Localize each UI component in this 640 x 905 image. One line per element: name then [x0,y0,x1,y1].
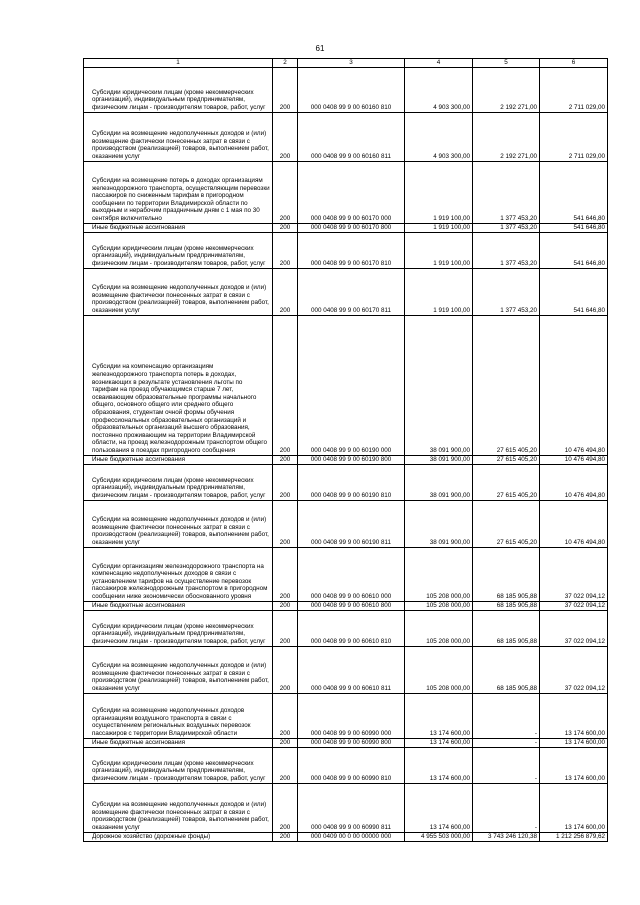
row-amount-executed: 2 192 271,00 [473,112,540,161]
row-code: 000 0408 99 9 00 60990 800 [298,738,405,747]
row-code: 000 0408 99 9 00 60990 810 [298,747,405,783]
row-amount-executed: 27 615 405,20 [473,464,540,500]
row-amount-plan: 38 091 900,00 [405,455,473,464]
row-amount-plan: 38 091 900,00 [405,500,473,547]
row-amount-plan: 38 091 900,00 [405,315,473,455]
row-amount-remainder: 37 022 094,12 [540,610,608,646]
row-vr: 200 [273,610,298,646]
row-amount-remainder: 10 476 494,80 [540,455,608,464]
row-amount-remainder: 37 022 094,12 [540,601,608,610]
row-name: Субсидии юридическим лицам (кроме некоммерческих организаций), индивидуальным предпринимателям, физическим лицам - производителям товаров, работ, услуг [84,232,273,268]
row-vr: 200 [273,500,298,547]
table-row [84,67,608,112]
row-amount-plan: 105 208 000,00 [405,646,473,693]
table-header-row [84,59,608,68]
table-row [84,738,608,747]
row-name: Субсидии на возмещение недополученных доходов и (или) возмещение фактически понесенных затрат в связи с производством (реализацией) товаров, выполнением работ, оказанием услуг [84,500,273,547]
row-amount-executed: 68 185 905,88 [473,610,540,646]
row-amount-plan: 13 174 600,00 [405,747,473,783]
row-code: 000 0409 00 0 00 00000 000 [298,832,405,841]
row-amount-plan: 13 174 600,00 [405,783,473,832]
row-amount-plan: 4 903 300,00 [405,112,473,161]
row-amount-executed: 1 377 453,20 [473,161,540,223]
row-name: Субсидии на возмещение недополученных доходов и (или) возмещение фактически понесенных затрат в связи с производством (реализацией) товаров, выполнением работ, оказанием услуг [84,112,273,161]
row-name: Субсидии на возмещение потерь в доходах организациям железнодорожного транспорта, осуществляющим перевозки пассажиров по сниженным тарифам в пригородном сообщении по территории Владимирской области по выходным и нерабочим праздничным дням с 1 мая по 30 сентября включительно [84,161,273,223]
row-amount-remainder: 13 174 600,00 [540,693,608,738]
row-amount-plan: 1 919 100,00 [405,268,473,315]
row-code: 000 0408 99 9 00 60610 811 [298,646,405,693]
row-name: Субсидии на возмещение недополученных доходов и (или) возмещение фактически понесенных затрат в связи с производством (реализацией) товаров, выполнением работ, оказанием услуг [84,783,273,832]
row-amount-remainder: 2 711 029,00 [540,67,608,112]
table-row [84,464,608,500]
row-amount-plan: 1 919 100,00 [405,161,473,223]
row-amount-remainder: 541 646,80 [540,232,608,268]
row-code: 000 0408 99 9 00 60610 000 [298,547,405,601]
column-header: 6 [540,59,608,68]
row-amount-remainder: 13 174 600,00 [540,747,608,783]
table-row [84,832,608,841]
row-vr: 200 [273,601,298,610]
table-row [84,610,608,646]
column-header: 4 [405,59,473,68]
row-amount-remainder: 2 711 029,00 [540,112,608,161]
table-row [84,547,608,601]
row-name: Субсидии на возмещение недополученных доходов и (или) возмещение фактически понесенных затрат в связи с производством (реализацией) товаров, выполнением работ, оказанием услуг [84,268,273,315]
table-row [84,693,608,738]
table-row [84,601,608,610]
table-row [84,500,608,547]
row-amount-remainder: 541 646,80 [540,268,608,315]
row-amount-executed: 27 615 405,20 [473,315,540,455]
row-code: 000 0408 99 9 00 60190 810 [298,464,405,500]
row-amount-executed: 3 743 246 120,38 [473,832,540,841]
row-name: Субсидии на возмещение недополученных доходов организациям воздушного транспорта в связи с осуществлением региональных воздушных перевозок пассажиров с территории Владимирской области [84,693,273,738]
row-code: 000 0408 99 9 00 60160 811 [298,112,405,161]
table-row [84,747,608,783]
table-row [84,161,608,223]
row-vr: 200 [273,832,298,841]
row-amount-remainder: 13 174 600,00 [540,738,608,747]
row-amount-plan: 105 208 000,00 [405,547,473,601]
row-code: 000 0408 99 9 00 60170 810 [298,232,405,268]
table-row [84,783,608,832]
row-vr: 200 [273,464,298,500]
row-amount-remainder: 10 476 494,80 [540,500,608,547]
row-amount-executed: 27 615 405,20 [473,455,540,464]
row-amount-plan: 4 903 300,00 [405,67,473,112]
row-code: 000 0408 99 9 00 60190 800 [298,455,405,464]
row-amount-executed: - [473,693,540,738]
row-amount-remainder: 1 212 256 879,62 [540,832,608,841]
row-amount-remainder: 541 646,80 [540,223,608,232]
row-amount-remainder: 13 174 600,00 [540,783,608,832]
column-header: 1 [84,59,273,68]
row-amount-plan: 1 919 100,00 [405,232,473,268]
row-name: Иные бюджетные ассигнования [84,455,273,464]
row-name: Субсидии юридическим лицам (кроме некоммерческих организаций), индивидуальным предпринимателям, физическим лицам - производителям товаров, работ, услуг [84,464,273,500]
row-amount-executed: 68 185 905,88 [473,547,540,601]
row-amount-executed: 68 185 905,88 [473,601,540,610]
column-header: 5 [473,59,540,68]
row-amount-remainder: 37 022 094,12 [540,646,608,693]
page-number: 61 [315,44,325,53]
row-code: 000 0408 99 9 00 60610 800 [298,601,405,610]
row-code: 000 0408 99 9 00 60170 800 [298,223,405,232]
row-name: Субсидии организациям железнодорожного транспорта на компенсацию недополученных доходов в связи с установлением тарифов на осуществление перевозок пассажиров железнодорожным транспортом в пригородном сообщении ниже экономически обоснованного уровня [84,547,273,601]
row-code: 000 0408 99 9 00 60990 811 [298,783,405,832]
row-name: Субсидии на возмещение недополученных доходов и (или) возмещение фактически понесенных затрат в связи с производством (реализацией) товаров, выполнением работ, оказанием услуг [84,646,273,693]
row-vr: 200 [273,232,298,268]
column-header: 2 [273,59,298,68]
row-vr: 200 [273,783,298,832]
row-vr: 200 [273,747,298,783]
row-name: Субсидии юридическим лицам (кроме некоммерческих организаций), индивидуальным предпринимателям, физическим лицам - производителям товаров, работ, услуг [84,747,273,783]
row-name: Субсидии на компенсацию организациям железнодорожного транспорта потерь в доходах, возникающих в результате установления льготы по тарифам на проезд обучающимся старше 7 лет, осваивающим образовательные программы начального общего, основного общего или среднего общего образования, студентам очной формы обучения профессиональных образовательных организаций и образовательных организаций высшего образования, постоянно проживающим на территории Владимирской области, на проезд железнодорожным транспортом общего пользования в поездах пригородного сообщения [84,315,273,455]
row-name: Иные бюджетные ассигнования [84,601,273,610]
row-amount-executed: 68 185 905,88 [473,646,540,693]
row-amount-executed: 1 377 453,20 [473,232,540,268]
row-vr: 200 [273,455,298,464]
row-code: 000 0408 99 9 00 60190 000 [298,315,405,455]
table-row [84,646,608,693]
row-vr: 200 [273,112,298,161]
row-name: Иные бюджетные ассигнования [84,738,273,747]
table-row [84,455,608,464]
row-amount-executed: 27 615 405,20 [473,500,540,547]
column-header: 3 [298,59,405,68]
row-amount-plan: 105 208 000,00 [405,610,473,646]
table-row [84,223,608,232]
row-code: 000 0408 99 9 00 60170 000 [298,161,405,223]
row-amount-executed: 1 377 453,20 [473,268,540,315]
row-amount-remainder: 37 022 094,12 [540,547,608,601]
row-amount-plan: 1 919 100,00 [405,223,473,232]
row-amount-plan: 13 174 600,00 [405,693,473,738]
row-amount-remainder: 10 476 494,80 [540,315,608,455]
row-amount-plan: 13 174 600,00 [405,738,473,747]
row-vr: 200 [273,547,298,601]
row-code: 000 0408 99 9 00 60190 811 [298,500,405,547]
row-amount-executed: 1 377 453,20 [473,223,540,232]
row-vr: 200 [273,67,298,112]
budget-table [83,58,608,842]
table-row [84,268,608,315]
row-code: 000 0408 99 9 00 60610 810 [298,610,405,646]
row-vr: 200 [273,223,298,232]
row-vr: 200 [273,315,298,455]
row-name: Субсидии юридическим лицам (кроме некоммерческих организаций), индивидуальным предпринимателям, физическим лицам - производителям товаров, работ, услуг [84,67,273,112]
row-name: Субсидии юридическим лицам (кроме некоммерческих организаций), индивидуальным предпринимателям, физическим лицам - производителям товаров, работ, услуг [84,610,273,646]
row-amount-executed: - [473,783,540,832]
row-name: Иные бюджетные ассигнования [84,223,273,232]
row-code: 000 0408 99 9 00 60170 811 [298,268,405,315]
row-amount-plan: 105 208 000,00 [405,601,473,610]
row-amount-executed: - [473,738,540,747]
row-amount-remainder: 541 646,80 [540,161,608,223]
table-row [84,232,608,268]
row-amount-plan: 38 091 900,00 [405,464,473,500]
row-amount-plan: 4 955 503 000,00 [405,832,473,841]
table-row [84,315,608,455]
row-name: Дорожное хозяйство (дорожные фонды) [84,832,273,841]
row-code: 000 0408 99 9 00 60990 000 [298,693,405,738]
row-vr: 200 [273,646,298,693]
row-vr: 200 [273,693,298,738]
row-vr: 200 [273,738,298,747]
row-amount-remainder: 10 476 494,80 [540,464,608,500]
row-amount-executed: - [473,747,540,783]
row-amount-executed: 2 192 271,00 [473,67,540,112]
row-vr: 200 [273,268,298,315]
table-row [84,112,608,161]
row-code: 000 0408 99 9 00 60160 810 [298,67,405,112]
row-vr: 200 [273,161,298,223]
